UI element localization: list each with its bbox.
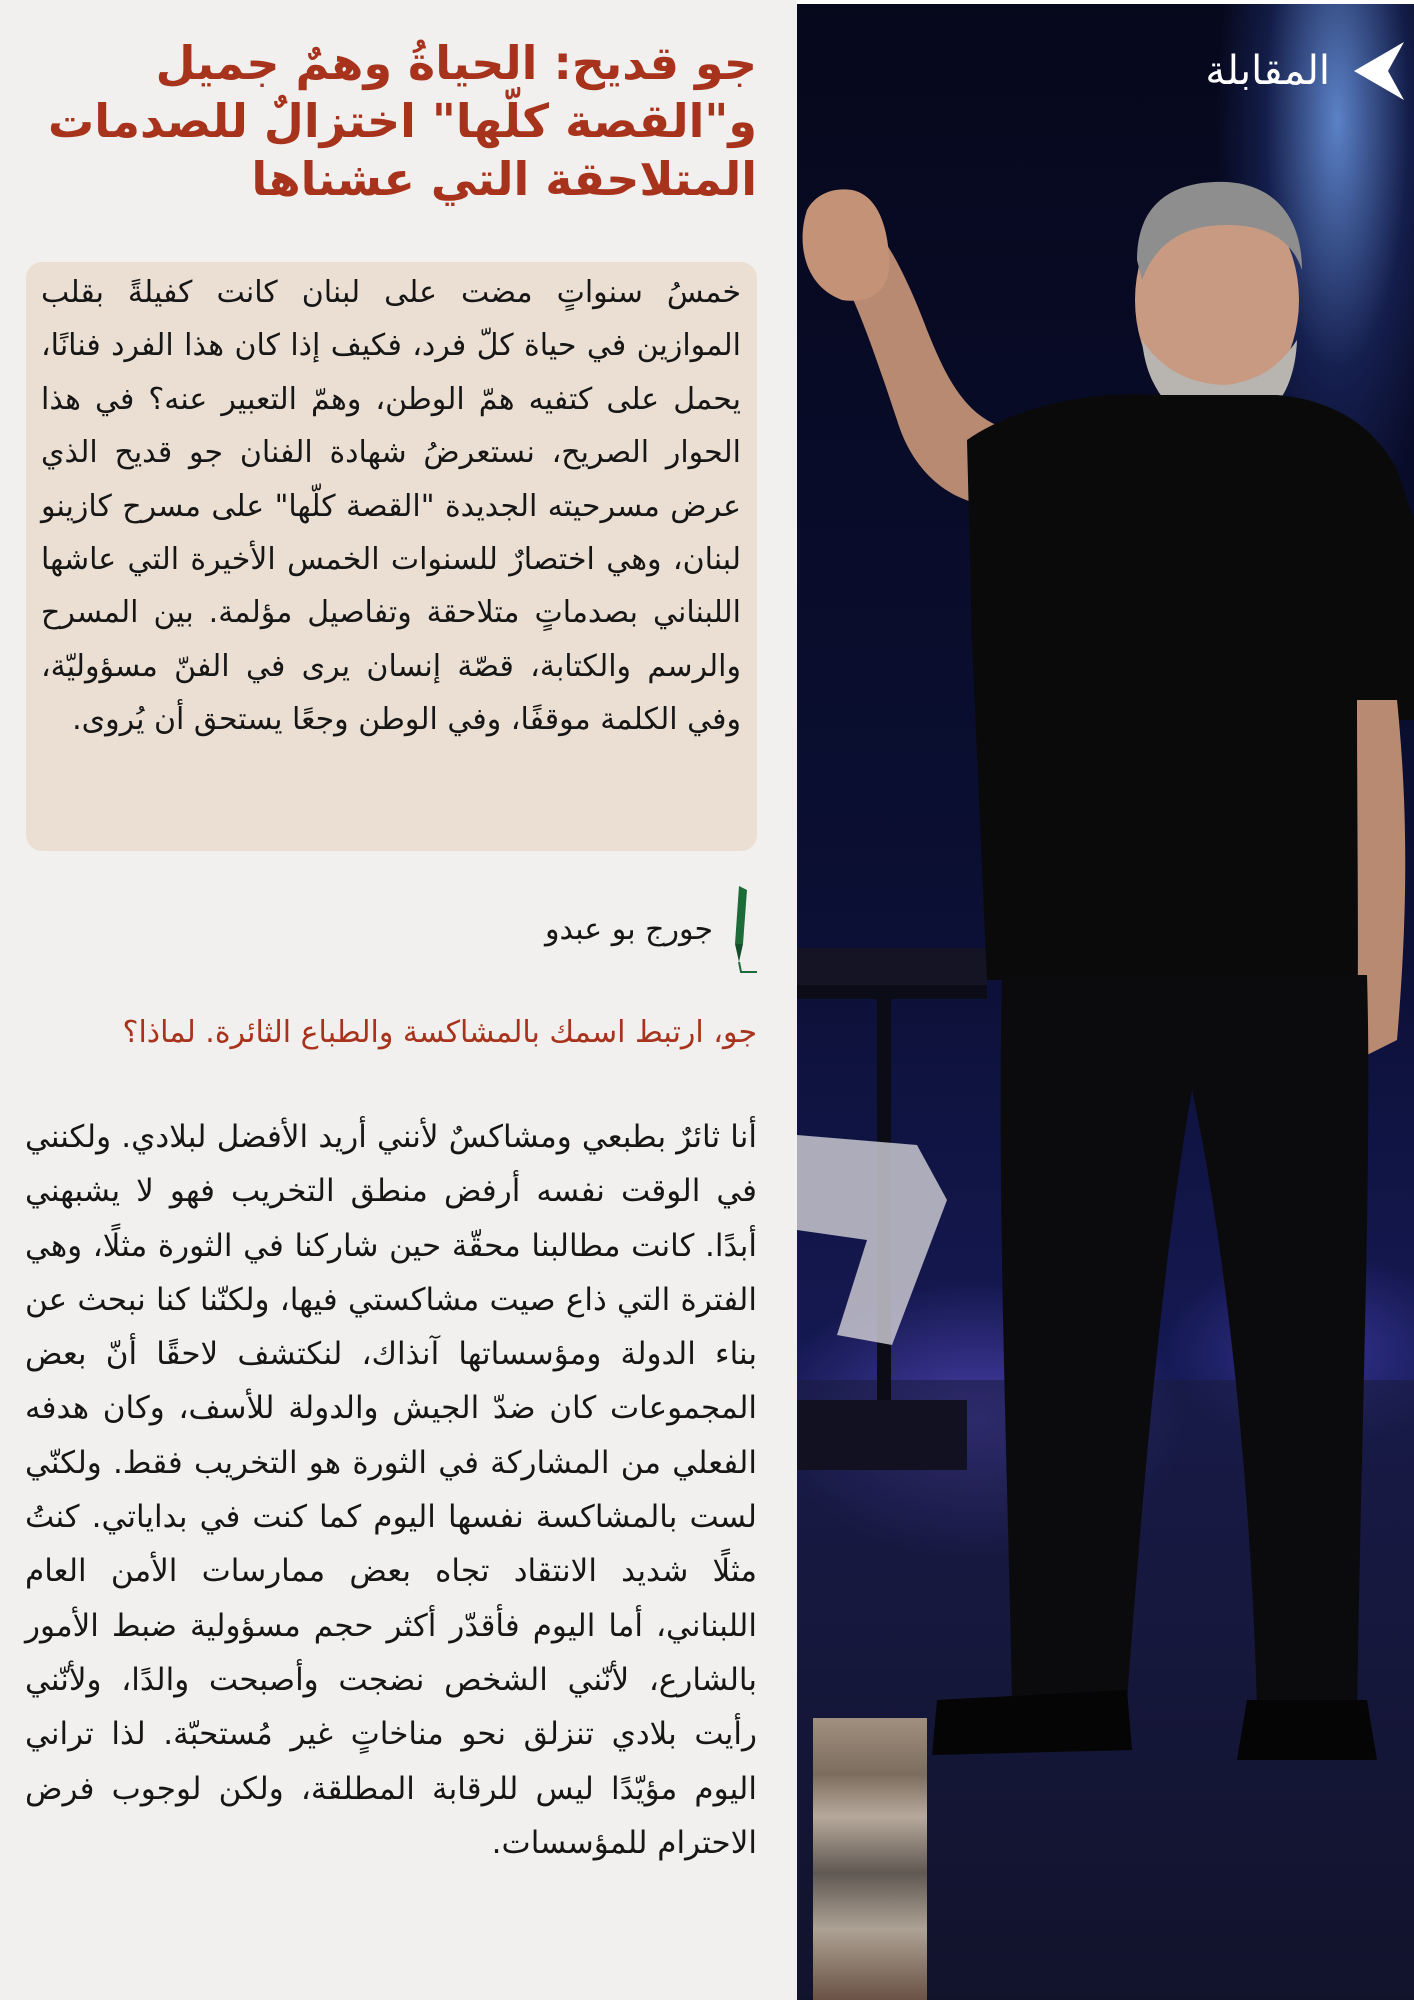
section-tag — [1205, 36, 1404, 106]
byline — [545, 884, 757, 974]
fist — [803, 189, 890, 300]
article-headline: جو قديح: الحياةُ وهمٌ جميل و"القصة كلّها" اختزالٌ للصدمات المتلاحقة التي عشناها — [47, 36, 757, 206]
arrow-chevron-icon — [1344, 40, 1404, 102]
interview-question: جو، ارتبط اسمك بالمشاكسة والطباع الثائرة. لماذا؟ — [122, 1015, 757, 1050]
torso — [967, 394, 1414, 980]
pen-icon — [721, 884, 757, 974]
intro-box — [26, 262, 757, 851]
seated-person — [797, 1135, 947, 1345]
intro-paragraph: خمسُ سنواتٍ مضت على لبنان كانت كفيلةً بقلب الموازين في حياة كلّ فرد، فكيف إذا كان هذا الفرد فنانًا، يحمل على كتفيه همّ الوطن، وهمّ التعبير عنه؟ في هذا الحوار الصريح، نستعرضُ شهادة الفنان جو قديح الذي عرض مسرحيته الجديدة "القصة كلّها" على مسرح كازينو لبنان، وهي اختصارٌ للسنوات الخمس الأخيرة التي عاشها اللبناني بصدماتٍ متلاحقة وتفاصيل مؤلمة. بين المسرح والرسم والكتابة، قصّة إنسان يرى في الفنّ مسؤوليّة، وفي الكلمة موقفًا، وفي الوطن وجعًا يستحق أن يُروى. — [41, 275, 741, 738]
performer-figure — [797, 0, 1414, 2000]
cover-photo — [797, 0, 1414, 2000]
author-name: جورج بو عبدو — [544, 911, 713, 947]
section-label: المقابلة — [1205, 48, 1330, 94]
stage-table — [797, 948, 987, 988]
interview-answer: أنا ثائرٌ بطبعي ومشاكسٌ لأنني أريد الأفضل لبلادي. ولكنني في الوقت نفسه أرفض منطق التخريب فهو لا يشبهني أبدًا. كانت مطالبنا محقّة حين شاركنا في الثورة مثلًا، وهي الفترة التي ذاع صيت مشاكستي فيها، ولكنّنا كنا نبحث عن بناء الدولة ومؤسساتها آنذاك، لنكتشف لاحقًا أنّ بعض المجموعات كان ضدّ الجيش والدولة للأسف، وكان هدفه الفعلي من المشاركة في الثورة هو التخريب فقط. ولكنّي لست بالمشاكسة نفسها اليوم كما كنت في بداياتي. كنتُ مثلًا شديد الانتقاد تجاه بعض ممارسات الأمن العام اللبناني، أما اليوم فأقدّر أكثر حجم مسؤولية ضبط الأمور بالشارع، لأنّني الشخص نضجت وأصبحت والدًا، ولأنّني رأيت بلادي تنزلق نحو مناخاتٍ غير مُستحبّة. لذا تراني اليوم مؤيّدًا ليس للرقابة المطلقة، ولكن لوجوب فرض الاحترام للمؤسسات. — [25, 1119, 757, 1861]
bookshelf-image — [813, 1718, 927, 2000]
